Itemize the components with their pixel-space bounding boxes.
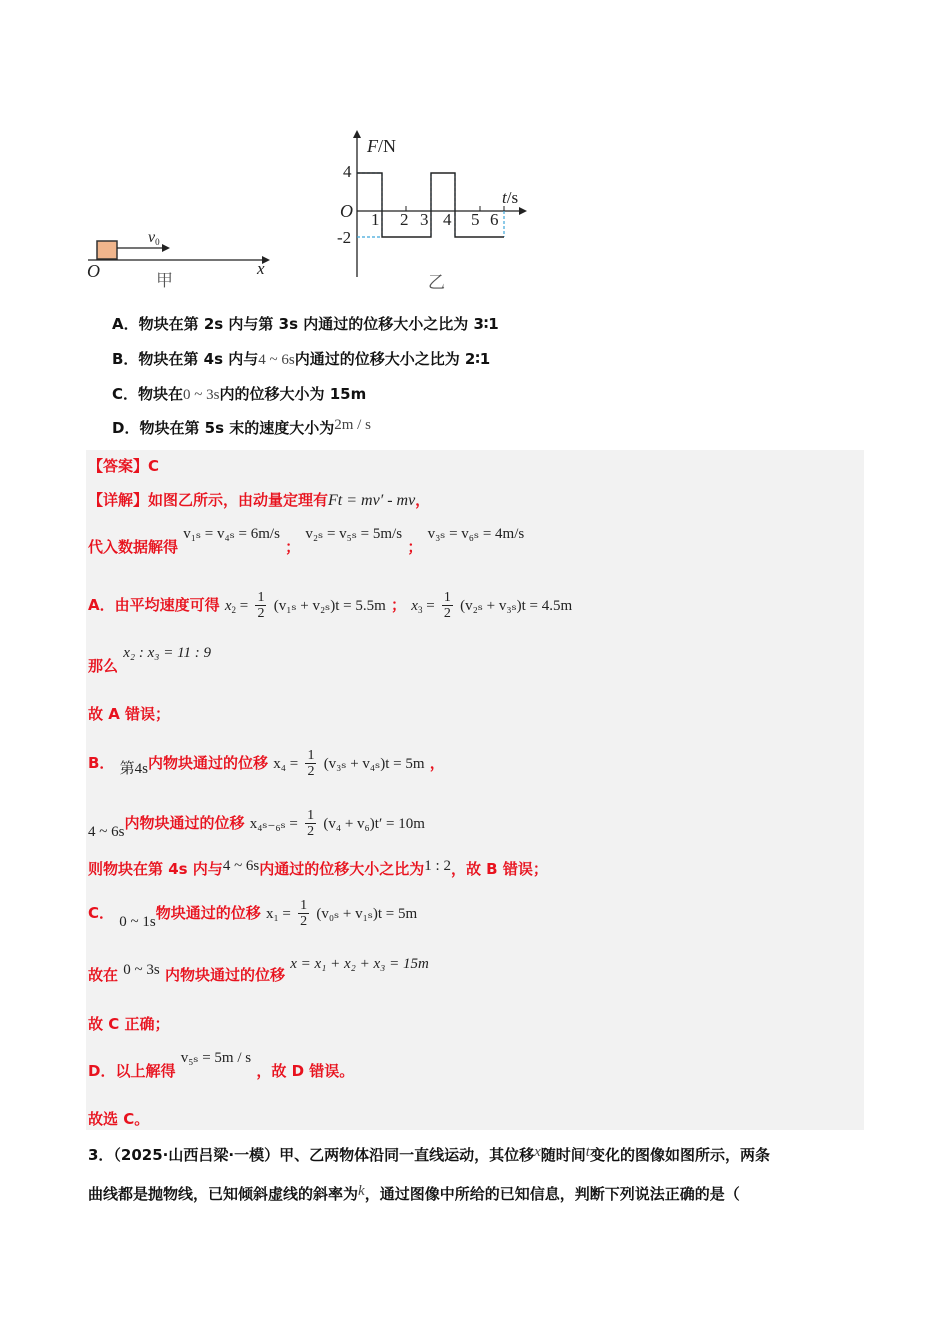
x-tick-5: 5 bbox=[471, 210, 480, 229]
part-a-line: A．由平均速度可得 $x_2$ = $\frac{1}{2}$ (v₁ₛ + v₂ₛ)t = 5.5m ； $x_3$ = $\frac{1}{2}$ (v₂ₛ + v₃ₛ)t = 4.5m bbox=[88, 590, 573, 621]
part-c-line2: 故在 0 ~ 3s 内物块通过的位移 x = x₁ + x₂ + x₃ = 15m bbox=[88, 956, 429, 984]
x-tick-1: 1 bbox=[371, 210, 380, 229]
x-axis-label-yi: t/s bbox=[502, 188, 519, 207]
y-tick-4: 4 bbox=[343, 162, 352, 181]
final-answer: 故选 C。 bbox=[88, 1110, 150, 1128]
a-conclusion: 故 A 错误； bbox=[88, 705, 171, 723]
figure-jia bbox=[80, 225, 280, 295]
origin-label-yi: O bbox=[340, 201, 353, 221]
x-tick-6: 6 bbox=[490, 210, 499, 229]
origin-label-jia: O bbox=[87, 261, 100, 281]
option-d: D．物块在第 5s 末的速度大小为2m / s bbox=[112, 417, 371, 437]
v0-label: $v_0$ bbox=[148, 229, 160, 247]
c-conclusion: 故 C 正确； bbox=[88, 1015, 170, 1033]
question3-line2: 曲线都是抛物线，已知倾斜虚线的斜率为k，通过图像中所给的已知信息，判断下列说法正确的是（ bbox=[88, 1183, 740, 1203]
y-tick-neg2: -2 bbox=[337, 228, 352, 247]
block bbox=[97, 241, 117, 259]
part-b-line3: 则物块在第 4s 内与4 ~ 6s内通过的位移大小之比为1 : 2，故 B 错误； bbox=[88, 858, 548, 878]
ratio-line: 那么 x₂ : x₃ = 11 : 9 bbox=[88, 645, 211, 675]
question3-line1: 3．（2025·山西吕梁·一模）甲、乙两物体沿同一直线运动，其位移x随时间t变化的图像如图所示，两条 bbox=[88, 1144, 770, 1164]
option-c: C．物块在0 ~ 3s内的位移大小为 15m bbox=[112, 385, 367, 403]
part-b-line1: B． 第4s内物块通过的位移 x₄ = $\frac{1}{2}$ (v₃ₛ + v₄ₛ)t = 5m ， bbox=[88, 748, 445, 779]
caption-yi: 乙 bbox=[428, 273, 445, 293]
x-tick-3: 3 bbox=[420, 210, 429, 229]
option-a: A．物块在第 2s 内与第 3s 内通过的位移大小之比为 3∶1 bbox=[112, 315, 499, 333]
part-b-line2: 4 ~ 6s内物块通过的位移 x₄ₛ₋₆ₛ = $\frac{1}{2}$ (v₄ + v₆)t′ = 10m bbox=[88, 808, 425, 840]
y-axis-label: F/N bbox=[367, 136, 396, 156]
part-d-line: D．以上解得 v₅ₛ = 5m / s ，故 D 错误。 bbox=[88, 1050, 355, 1080]
detail-line: 【详解】如图乙所示，由动量定理有Ft = mv′ - mv， bbox=[88, 491, 431, 509]
option-b: B．物块在第 4s 内与4 ~ 6s内通过的位移大小之比为 2∶1 bbox=[112, 350, 491, 368]
part-c-line1: C． 0 ~ 1s物块通过的位移 x₁ = $\frac{1}{2}$ (v₀ₛ + v₁ₛ)t = 5m bbox=[88, 898, 418, 930]
x-axis-label: x bbox=[257, 259, 265, 278]
answer-line: 【答案】C bbox=[88, 457, 160, 475]
caption-jia: 甲 bbox=[156, 271, 173, 291]
velocity-line: 代入数据解得 v₁ₛ = v₄ₛ = 6m/s ； v₂ₛ = v₅ₛ = 5m/s ； v₃ₛ = v₆ₛ = 4m/s bbox=[88, 526, 525, 556]
x-tick-4: 4 bbox=[443, 210, 452, 229]
x-tick-2: 2 bbox=[400, 210, 409, 229]
